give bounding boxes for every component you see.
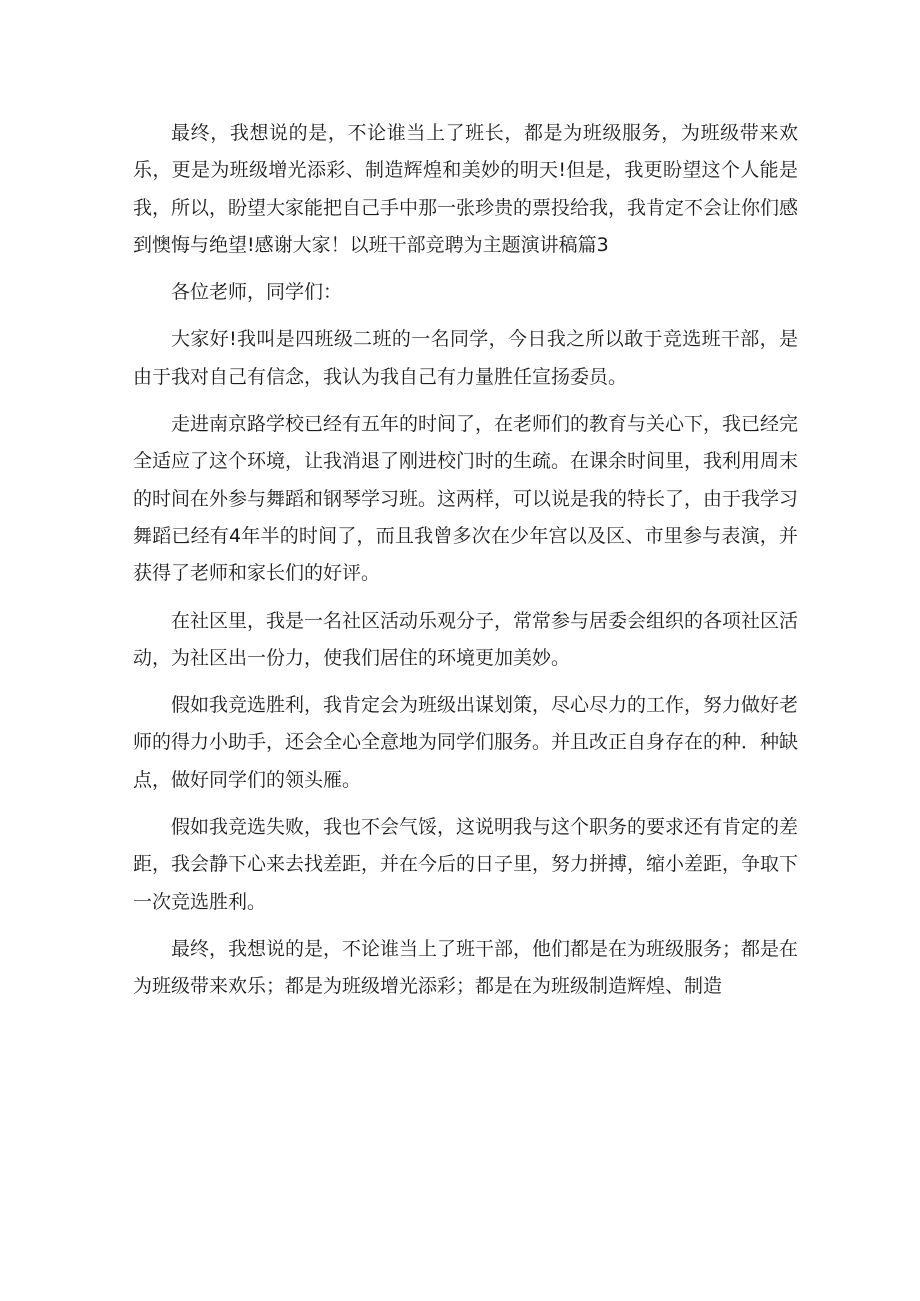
paragraph-closing-class-monitor: 最终，我想说的是，不论谁当上了班长，都是为班级服务，为班级带来欢乐，更是为班级增光添彩、制造辉煌和美妙的明天!但是，我更盼望这个人能是我，所以，盼望大家能把自己手中那一张珍贵的票投给我，我肯定不会让你们感到懊悔与绝望!感谢大家！以班干部竞聘为主题演讲稿篇3 [133,122,799,256]
paragraph-community: 在社区里，我是一名社区活动乐观分子，常常参与居委会组织的各项社区活动，为社区出一份力，使我们居住的环境更加美妙。 [133,609,799,669]
paragraph-if-lose: 假如我竞选失败，我也不会气馁，这说明我与这个职务的要求还有肯定的差距，我会静下心来去找差距，并在今后的日子里，努力拼搏，缩小差距，争取下一次竞选胜利。 [133,816,799,913]
paragraph-closing-class-committee: 最终，我想说的是，不论谁当上了班干部，他们都是在为班级服务；都是在为班级带来欢乐；都是为班级增光添彩；都是在为班级制造辉煌、制造 [133,937,799,998]
paragraph-if-win: 假如我竞选胜利，我肯定会为班级出谋划策，尽心尽力的工作，努力做好老师的得力小助手，还会全心全意地为同学们服务。并且改正自身存在的种．种缺点，做好同学们的领头雁。 [133,694,799,791]
paragraph-salutation: 各位老师，同学们： [171,281,343,304]
paragraph-self-introduction: 大家好!我叫是四班级二班的一名同学，今日我之所以敢于竞选班干部，是由于我对自己有信念，我认为我自己有力量胜任宣扬委员。 [133,328,798,388]
paragraph-school-life: 走进南京路学校已经有五年的时间了，在老师们的教育与关心下，我已经完全适应了这个环境，让我消退了刚进校门时的生疏。在课余时间里，我利用周末的时间在外参与舞蹈和钢琴学习班。这两样，可以说是我的特长了，由于我学习舞蹈已经有4年半的时间了，而且我曾多次在少年宫以及区、市里参与表演，并获得了老师和家长们的好评。 [133,413,799,585]
document-body [133,115,798,1006]
